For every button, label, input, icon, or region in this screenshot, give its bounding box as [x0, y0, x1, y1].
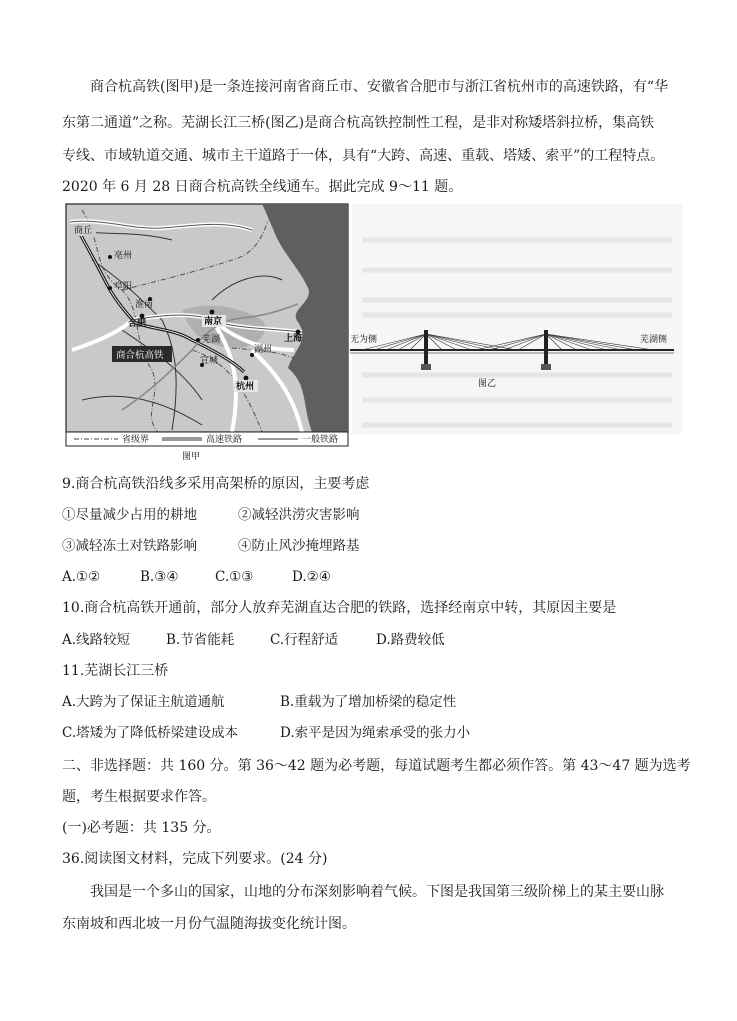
- intro-line-4: 2020 年 6 月 28 日商合杭高铁全线通车。据此完成 9～11 题。: [62, 179, 463, 195]
- figure-area: [62, 200, 682, 462]
- bridge-left-label: 无为侧: [350, 335, 378, 345]
- svg-text:一般铁路: 一般铁路: [302, 435, 339, 445]
- svg-text:宣城: 宣城: [200, 356, 219, 366]
- bridge-tower-left: [424, 330, 428, 366]
- q10-option-c: C.行程舒适: [270, 632, 339, 648]
- q9-statement-4: ④防止风沙掩埋路基: [238, 538, 360, 554]
- figure-b-caption: 图乙: [478, 379, 497, 389]
- q9-statement-3: ③减轻冻土对铁路影响: [62, 538, 197, 554]
- svg-text:高速铁路: 高速铁路: [206, 435, 243, 445]
- city-shangqiu: [72, 224, 96, 236]
- q10-option-d: D.路费较低: [376, 632, 445, 648]
- svg-text:芜湖: 芜湖: [202, 335, 221, 345]
- q36-body-line-1: 我国是一个多山的国家，山地的分布深刻影响着气候。下图是我国第三级阶梯上的某主要山脉: [90, 884, 664, 900]
- svg-text:湖州: 湖州: [254, 345, 273, 355]
- map-a: [66, 204, 348, 462]
- q9-statement-1: ①尽量减少占用的耕地: [62, 507, 197, 523]
- section-2-line-2: 题，考生根据要求作答。: [62, 789, 216, 805]
- map-a-caption: 图甲: [182, 452, 201, 462]
- svg-text:商丘: 商丘: [74, 226, 93, 236]
- svg-text:亳州: 亳州: [114, 251, 133, 261]
- section-2-line-1: 二、非选择题：共 160 分。第 36～42 题为必考题，每道试题考生都必须作答。第 43～47 题为选考: [62, 758, 691, 774]
- map-a-legend: [66, 432, 348, 446]
- svg-text:阜阳: 阜阳: [114, 282, 133, 292]
- q36-stem: 36.阅读图文材料，完成下列要求。(24 分): [62, 851, 328, 867]
- svg-text:省级界: 省级界: [122, 435, 150, 445]
- svg-text:合肥: 合肥: [128, 319, 147, 329]
- q9-stem: 9.商合杭高铁沿线多采用高架桥的原因，主要考虑: [62, 476, 370, 492]
- intro-line-1: 商合杭高铁(图甲)是一条连接河南省商丘市、安徽省合肥市与浙江省杭州市的高速铁路，有“华: [90, 79, 669, 95]
- intro-line-3: 专线、市域轨道交通、城市主干道路于一体，具有“大跨、高速、重载、塔矮、索平”的工程特点。: [62, 148, 665, 164]
- q11-option-a: A.大跨为了保证主航道通航: [62, 694, 225, 710]
- q9-statement-2: ②减轻洪涝灾害影响: [238, 507, 360, 523]
- svg-text:商合杭高铁: 商合杭高铁: [116, 350, 164, 361]
- city-xuancheng: [200, 354, 218, 367]
- q36-body-line-2: 东南坡和西北坡一月份气温随海拔变化统计图。: [62, 916, 356, 932]
- required-questions-heading: (一)必考题：共 135 分。: [62, 820, 221, 836]
- q11-option-d: D.索平是因为绳索承受的张力小: [280, 725, 471, 741]
- svg-text:南京: 南京: [204, 317, 223, 327]
- q11-option-b: B.重载为了增加桥梁的稳定性: [280, 694, 457, 710]
- q10-stem: 10.商合杭高铁开通前，部分人放弃芜湖直达合肥的铁路，选择经南京中转，其原因主要是: [62, 600, 617, 616]
- q11-stem: 11.芜湖长江三桥: [62, 663, 169, 679]
- svg-text:上海: 上海: [284, 334, 303, 344]
- q9-option-a: A.①②: [62, 569, 101, 585]
- q9-option-d: D.②④: [292, 569, 331, 585]
- svg-text:淮南: 淮南: [135, 300, 154, 310]
- q9-option-c: C.①③: [215, 569, 254, 585]
- q9-option-b: B.③④: [140, 569, 179, 585]
- bridge-tower-right: [544, 330, 548, 366]
- city-huzhou: [250, 343, 272, 357]
- q11-option-c: C.塔矮为了降低桥梁建设成本: [62, 725, 239, 741]
- q10-option-a: A.线路较短: [62, 632, 131, 648]
- intro-line-2: 东第二通道”之称。芜湖长江三桥(图乙)是商合杭高铁控制性工程，是非对称矮塔斜拉桥，集高铁: [62, 115, 655, 131]
- bleed-through-text: [352, 204, 682, 434]
- bridge-right-label: 芜湖侧: [640, 335, 668, 345]
- svg-text:杭州: 杭州: [236, 382, 255, 392]
- q10-option-b: B.节省能耗: [166, 632, 235, 648]
- shanghehang-tag: [112, 346, 172, 362]
